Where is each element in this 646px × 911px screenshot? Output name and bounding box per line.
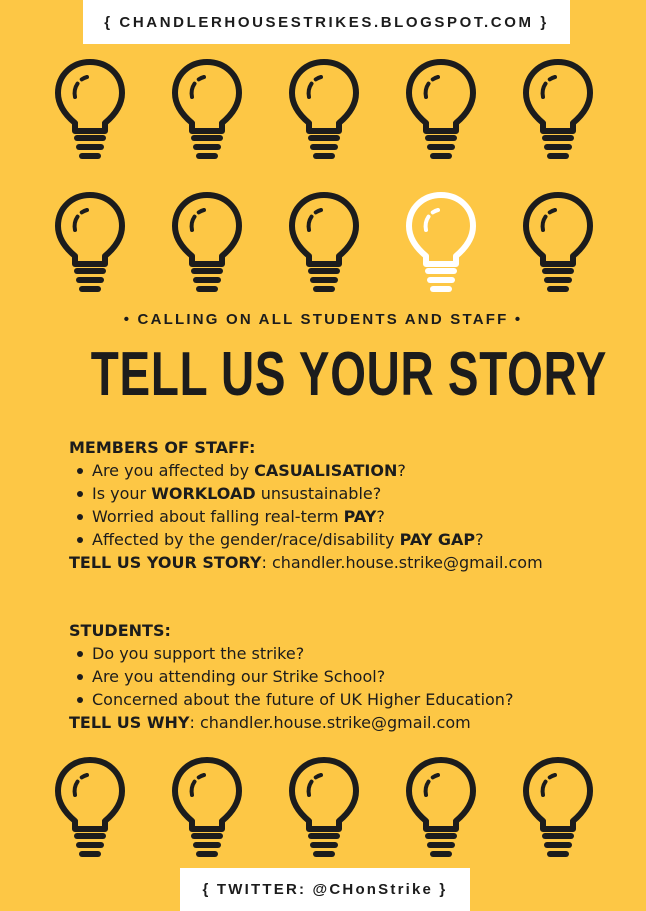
lightbulb-icon (521, 190, 595, 300)
staff-cta-label: TELL US YOUR STORY (69, 553, 262, 572)
students-question-item (69, 688, 639, 711)
lightbulb-icon (521, 755, 595, 865)
lightbulb-icon-lit (404, 190, 478, 300)
lightbulb-icon (287, 190, 361, 300)
lightbulb-icon (521, 57, 595, 167)
staff-question-list (69, 459, 639, 551)
question-emphasis: PAY GAP (399, 530, 476, 549)
tagline: • CALLING ON ALL STUDENTS AND STAFF • (123, 311, 523, 328)
question-emphasis: WORKLOAD (151, 484, 256, 503)
lightbulb-icon (170, 755, 244, 865)
staff-section (69, 436, 639, 574)
staff-question-item (69, 505, 639, 528)
students-cta-email: : chandler.house.strike@gmail.com (189, 713, 471, 732)
blog-url-banner (83, 0, 570, 44)
lightbulb-row-bottom (0, 755, 646, 875)
lightbulb-icon (404, 57, 478, 167)
lightbulb-icon (287, 57, 361, 167)
headline (0, 335, 646, 415)
lightbulb-icon (53, 57, 127, 167)
students-heading: STUDENTS: (69, 621, 171, 640)
staff-question-item (69, 482, 639, 505)
question-emphasis: PAY (343, 507, 377, 526)
staff-question-item (69, 528, 639, 551)
lightbulb-icon (53, 190, 127, 300)
twitter-banner (180, 868, 470, 911)
staff-question-item (69, 459, 639, 482)
question-text-end: ? (397, 461, 406, 480)
students-question-item (69, 642, 639, 665)
question-emphasis: CASUALISATION (254, 461, 398, 480)
lightbulb-row-middle (0, 190, 646, 310)
staff-heading: MEMBERS OF STAFF: (69, 438, 256, 457)
question-text-end: ? (376, 507, 385, 526)
question-text-end: unsustainable? (255, 484, 382, 503)
staff-call-to-action (69, 551, 639, 574)
question-text: Concerned about the future of UK Higher Education? (92, 690, 514, 709)
blog-url-text: { CHANDLERHOUSESTRIKES.BLOGSPOT.COM } (104, 13, 549, 31)
lightbulb-row-top (0, 57, 646, 177)
students-question-item (69, 665, 639, 688)
students-section (69, 619, 639, 734)
question-text-end: ? (475, 530, 484, 549)
staff-cta-email: : chandler.house.strike@gmail.com (261, 553, 543, 572)
lightbulb-icon (170, 190, 244, 300)
lightbulb-icon (404, 755, 478, 865)
headline-text: TELL US YOUR STORY (90, 340, 608, 409)
lightbulb-icon (53, 755, 127, 865)
twitter-handle-text: { TWITTER: @CHonStrike } (202, 881, 448, 898)
question-text: Are you affected by (92, 461, 255, 480)
lightbulb-icon (287, 755, 361, 865)
question-text: Is your (92, 484, 152, 503)
question-text: Worried about falling real-term (92, 507, 344, 526)
question-text: Do you support the strike? (92, 644, 305, 663)
lightbulb-icon (170, 57, 244, 167)
question-text: Are you attending our Strike School? (92, 667, 386, 686)
students-question-list (69, 642, 639, 711)
question-text: Affected by the gender/race/disability (92, 530, 400, 549)
students-call-to-action (69, 711, 639, 734)
students-cta-label: TELL US WHY (69, 713, 190, 732)
